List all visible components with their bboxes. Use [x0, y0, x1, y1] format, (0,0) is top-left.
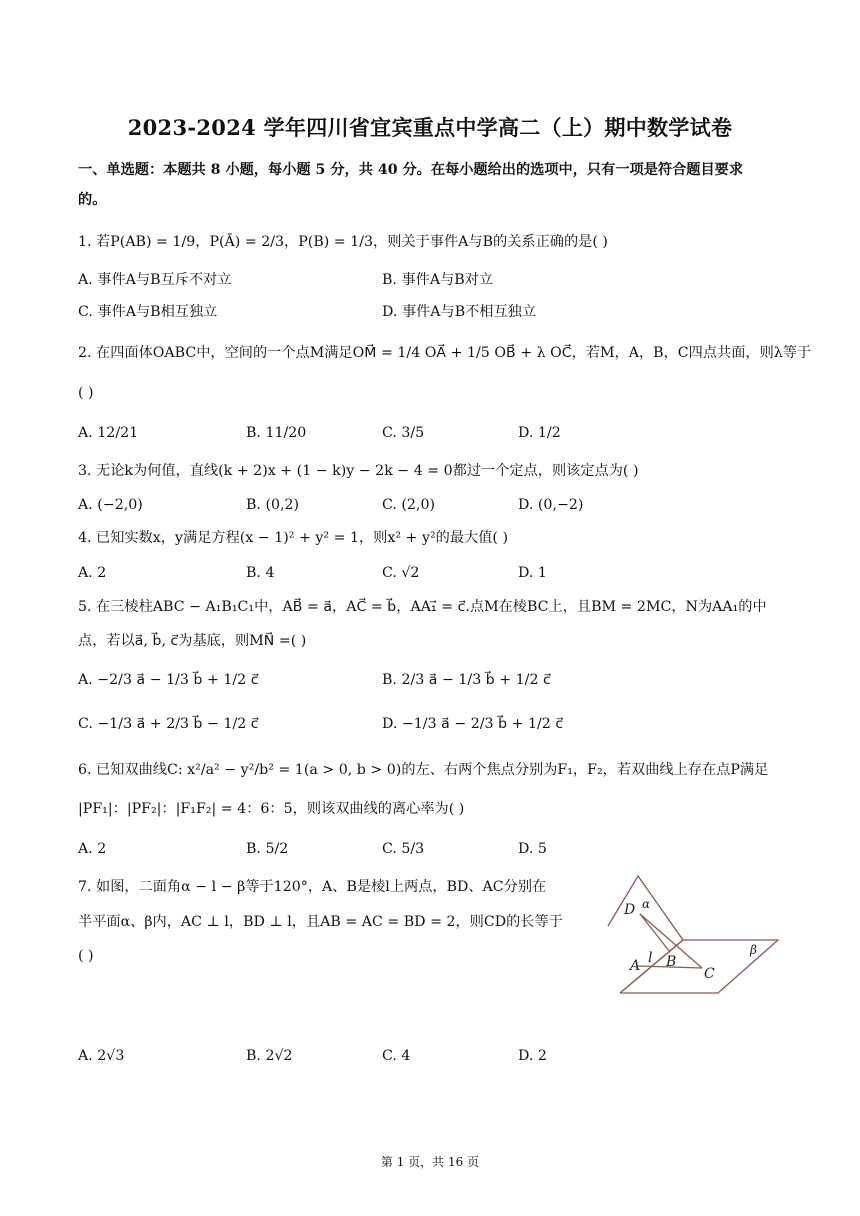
- q1-option-d: D. 事件A与B不相互独立: [382, 304, 537, 320]
- q5-option-c: C. −1/3 a⃗ + 2/3 b⃗ − 1/2 c⃗: [78, 716, 259, 732]
- q4-option-d: D. 1: [518, 565, 547, 581]
- q2-option-c: C. 3/5: [382, 425, 425, 441]
- q3-option-d: D. (0,−2): [518, 497, 584, 513]
- question-4-stem: 4. 已知实数x，y满足方程(x − 1)² + y² = 1，则x² + y²的最大值( ): [78, 530, 508, 546]
- question-2-stem-cont: ( ): [78, 385, 94, 401]
- question-5-stem: 5. 在三棱柱ABC − A₁B₁C₁中，AB⃗ = a⃗，AC⃗ = b⃗，AA₁⃗ = c⃗.点M在棱BC上，且BM = 2MC，N为AA₁的中: [78, 599, 767, 615]
- question-7-stem-cont: 半平面α、β内，AC ⊥ l，BD ⊥ l，且AB = AC = BD = 2，则CD的长等于: [78, 914, 563, 930]
- plane-alpha: [608, 876, 683, 993]
- section-heading: 一、单选题：本题共 8 小题，每小题 5 分，共 40 分。在每小题给出的选项中，只有一项是符合题目要求: [78, 162, 744, 178]
- q4-option-b: B. 4: [246, 565, 275, 581]
- q6-option-a: A. 2: [78, 841, 107, 857]
- q7-option-b: B. 2√2: [246, 1048, 293, 1064]
- label-l: l: [648, 950, 653, 966]
- q1-option-c: C. 事件A与B相互独立: [78, 304, 218, 320]
- question-6-stem: 6. 已知双曲线C: x²/a² − y²/b² = 1(a > 0, b > 0)的左、右两个焦点分别为F₁，F₂，若双曲线上存在点P满足: [78, 762, 769, 778]
- q5-option-d: D. −1/3 a⃗ − 2/3 b⃗ + 1/2 c⃗: [382, 716, 564, 732]
- q5-option-b: B. 2/3 a⃗ − 1/3 b⃗ + 1/2 c⃗: [382, 672, 551, 688]
- page-footer: 第 1 页，共 16 页: [380, 1155, 480, 1169]
- question-3-stem: 3. 无论k为何值，直线(k + 2)x + (1 − k)y − 2k − 4 = 0都过一个定点，则该定点为( ): [78, 463, 639, 479]
- question-7-stem-cont2: ( ): [78, 948, 94, 964]
- q2-option-b: B. 11/20: [246, 425, 307, 441]
- question-2-stem: 2. 在四面体OABC中，空间的一个点M满足OM⃗ = 1/4 OA⃗ + 1/5 OB⃗ + λ OC⃗，若M，A，B，C四点共面，则λ等于: [78, 345, 812, 361]
- q7-option-d: D. 2: [518, 1048, 547, 1064]
- q3-option-b: B. (0,2): [246, 497, 300, 513]
- q3-option-a: A. (−2,0): [78, 497, 143, 513]
- label-c: C: [704, 966, 715, 982]
- section-heading-cont: 的。: [78, 192, 107, 208]
- q1-option-b: B. 事件A与B对立: [382, 272, 494, 288]
- page-title: 2023-2024 学年四川省宜宾重点中学高二（上）期中数学试卷: [127, 115, 733, 140]
- q4-option-c: C. √2: [382, 565, 420, 581]
- q6-option-d: D. 5: [518, 841, 547, 857]
- q2-option-a: A. 12/21: [78, 425, 139, 441]
- label-alpha: α: [642, 897, 651, 911]
- segment-bd: [640, 914, 670, 952]
- q6-option-b: B. 5/2: [246, 841, 289, 857]
- label-d: D: [624, 902, 636, 918]
- q6-option-c: C. 5/3: [382, 841, 425, 857]
- q7-option-c: C. 4: [382, 1048, 411, 1064]
- q2-option-d: D. 1/2: [518, 425, 561, 441]
- question-7-stem: 7. 如图，二面角α − l − β等于120°，A、B是棱l上两点，BD、AC分别在: [78, 879, 547, 895]
- q5-option-a: A. −2/3 a⃗ − 1/3 b⃗ + 1/2 c⃗: [78, 672, 259, 688]
- q4-option-a: A. 2: [78, 565, 107, 581]
- label-b: B: [666, 954, 677, 970]
- label-beta: β: [750, 943, 757, 957]
- question-6-stem-cont: |PF₁|：|PF₂|：|F₁F₂| = 4：6：5，则该双曲线的离心率为( ): [78, 801, 465, 817]
- dihedral-angle-figure: [578, 868, 784, 998]
- q1-option-a: A. 事件A与B互斥不对立: [78, 272, 232, 288]
- q7-option-a: A. 2√3: [78, 1048, 125, 1064]
- q3-option-c: C. (2,0): [382, 497, 436, 513]
- question-1-stem: 1. 若P(AB) = 1/9，P(Ā) = 2/3，P(B) = 1/3，则关于事件A与B的关系正确的是( ): [78, 234, 608, 250]
- question-5-stem-cont: 点，若以a⃗, b⃗, c⃗为基底，则MN⃗ =( ): [78, 633, 307, 649]
- label-a: A: [630, 958, 641, 974]
